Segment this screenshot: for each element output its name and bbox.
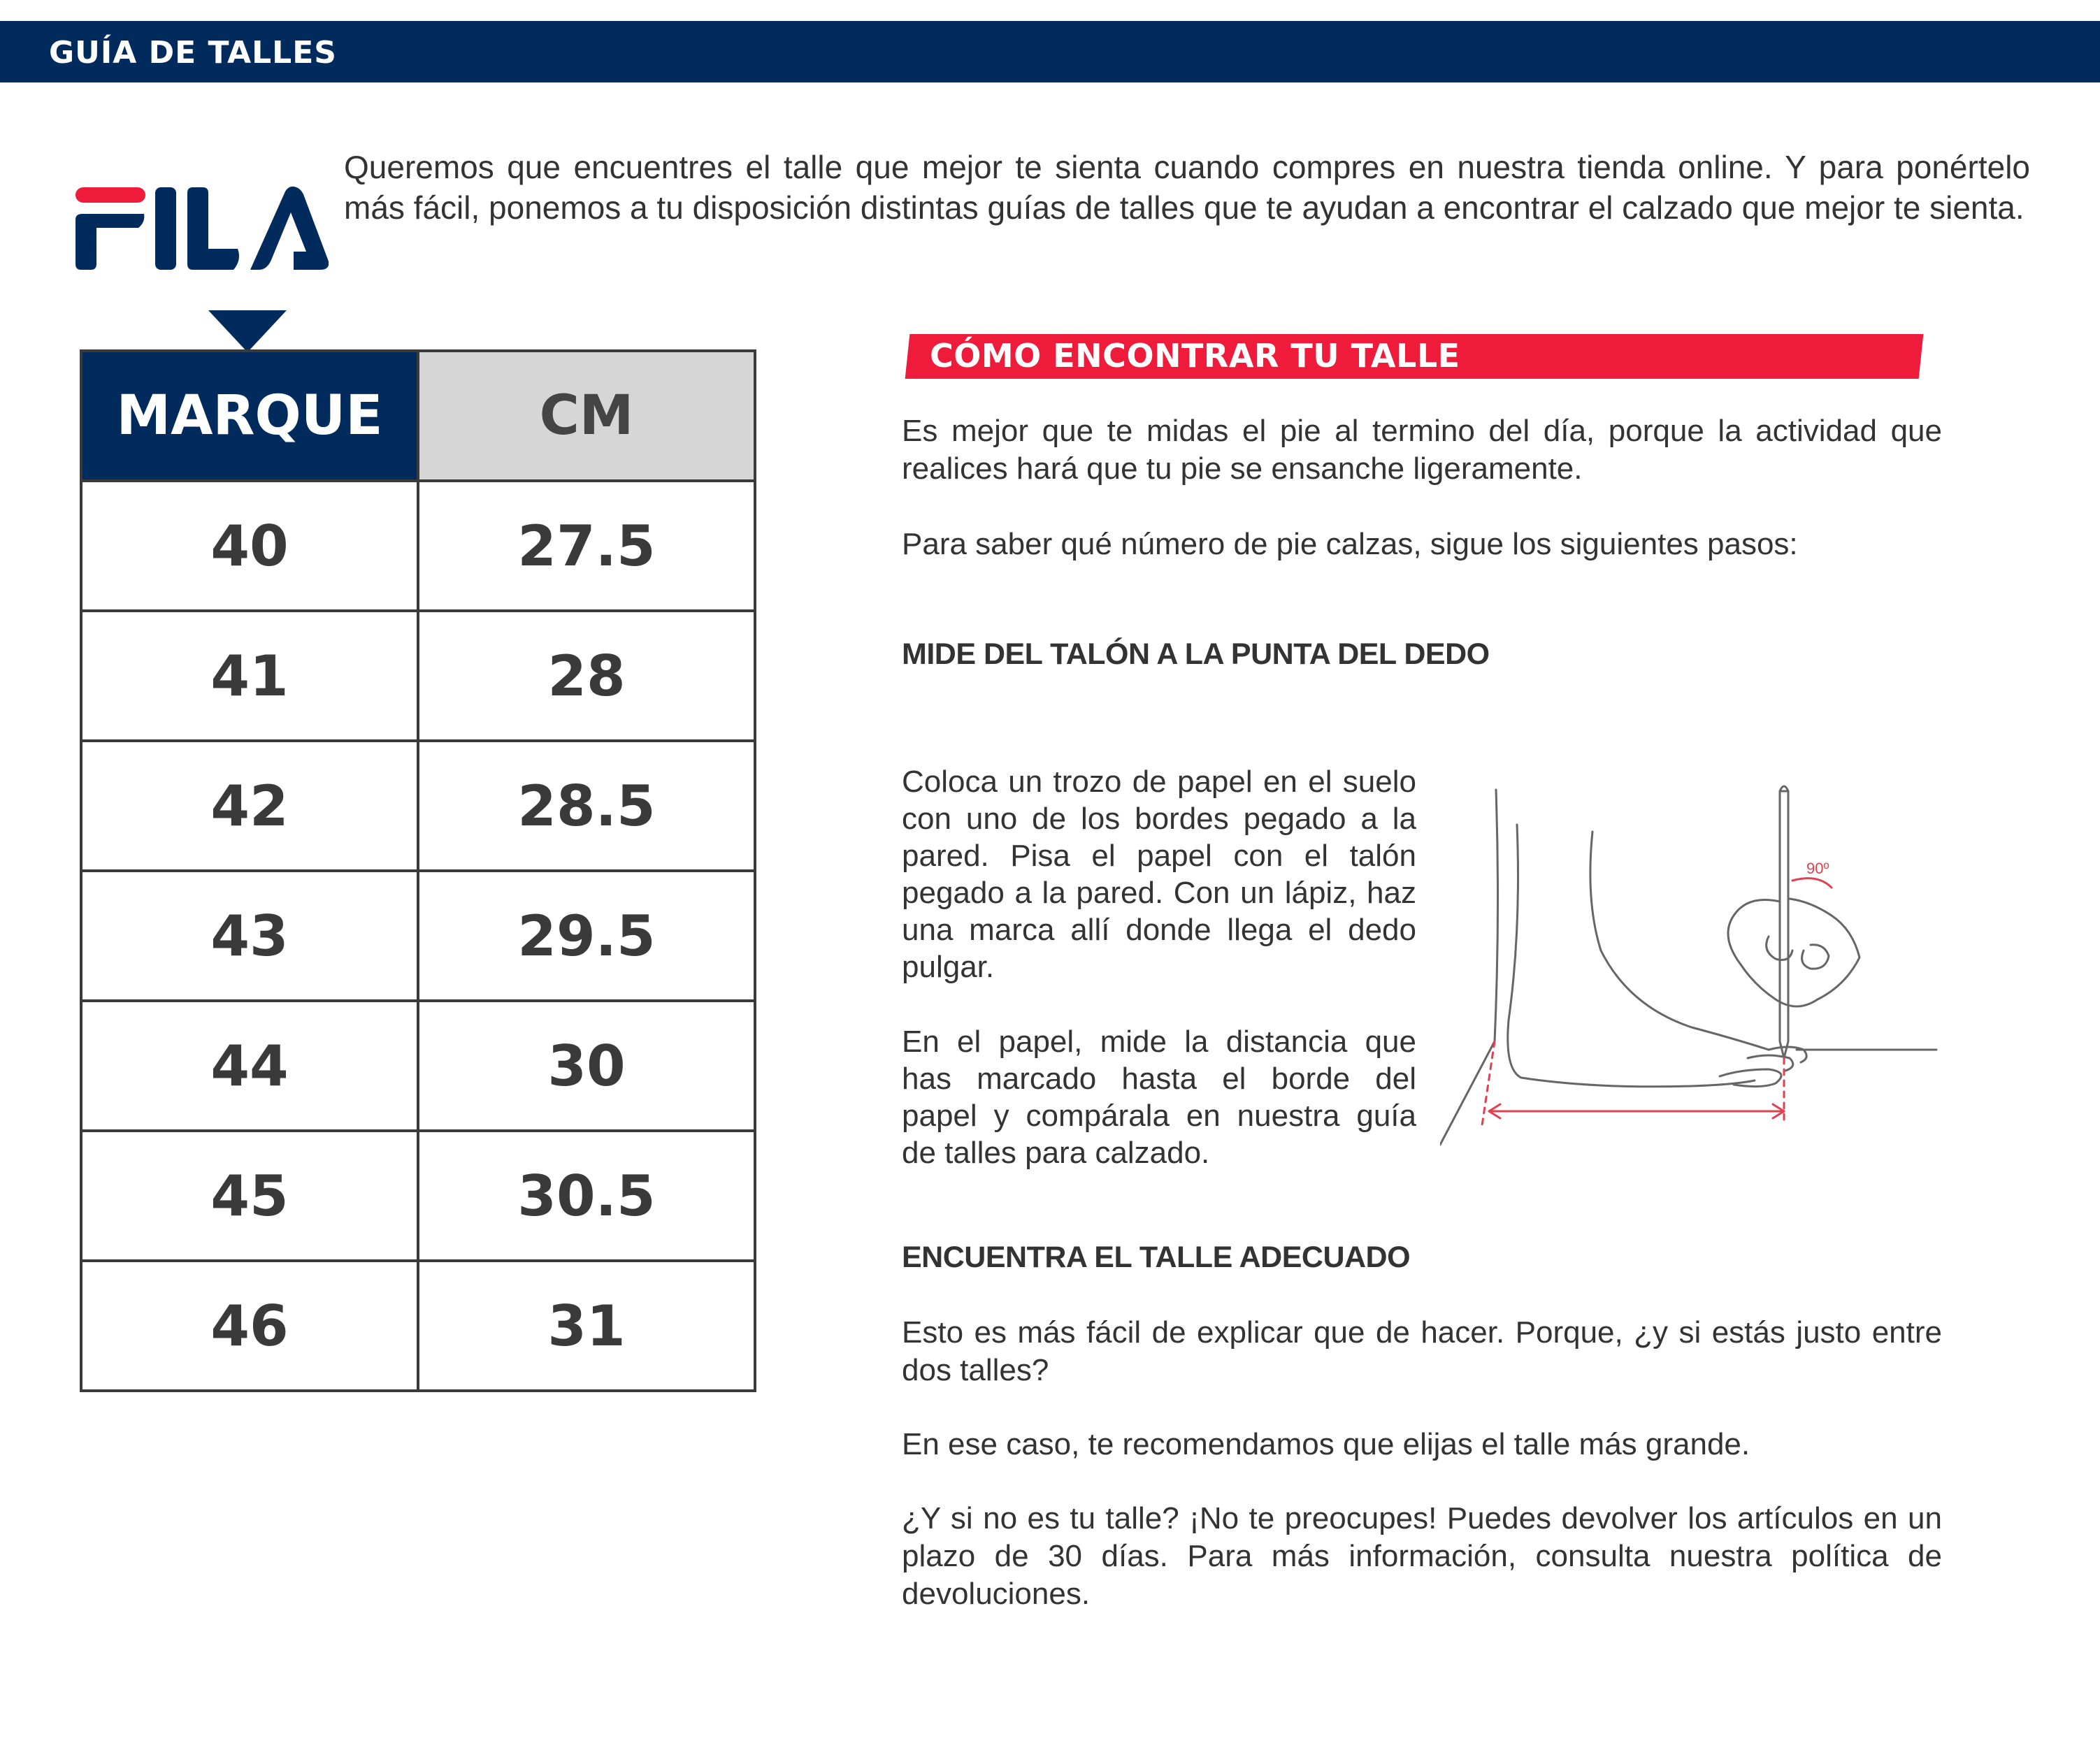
cm-cell: 28.5 bbox=[418, 741, 755, 871]
step-text-2: En el papel, mide la distancia que has marcado hasta el borde del papel y compárala en nuestra guía de talles para calzado. bbox=[902, 1025, 1416, 1170]
fila-logo bbox=[75, 183, 329, 270]
section-banner-title: CÓMO ENCONTRAR TU TALLE bbox=[930, 337, 1460, 375]
table-row bbox=[81, 611, 755, 741]
size-cell: 43 bbox=[81, 871, 418, 1001]
size-table bbox=[80, 349, 756, 1392]
guide-paragraph-2: Para saber qué número de pie calzas, sigue los siguientes pasos: bbox=[902, 527, 1798, 561]
cm-cell: 30.5 bbox=[418, 1131, 755, 1261]
table-row bbox=[81, 481, 755, 611]
step-heading-measure: MIDE DEL TALÓN A LA PUNTA DEL DEDO bbox=[902, 637, 1490, 671]
intro-paragraph: Queremos que encuentres el talle que mejor te sienta cuando compres en nuestra tienda online. Y para ponértelo más fácil, ponemos a tu disposición distintas guías de talles que te ayudan a encontrar el calzado que mejor te sienta. bbox=[344, 149, 2030, 226]
size-cell: 41 bbox=[81, 611, 418, 741]
guide-paragraph-5: ¿Y si no es tu talle? ¡No te preocupes! Puedes devolver los artículos en un plazo de 30 días. Para más información, consulta nuestra política de devoluciones. bbox=[902, 1501, 1942, 1611]
table-row bbox=[81, 1001, 755, 1131]
cm-cell: 30 bbox=[418, 1001, 755, 1131]
table-row bbox=[81, 1131, 755, 1261]
column-header-cm: CM bbox=[418, 351, 755, 481]
guide-paragraph-4: En ese caso, te recomendamos que elijas el talle más grande. bbox=[902, 1427, 1750, 1461]
size-cell: 44 bbox=[81, 1001, 418, 1131]
page-title: GUÍA DE TALLES bbox=[49, 35, 337, 71]
cm-cell: 31 bbox=[418, 1261, 755, 1391]
cm-cell: 29.5 bbox=[418, 871, 755, 1001]
foot-measure-illustration bbox=[1440, 776, 1943, 1153]
table-pointer-arrow bbox=[208, 310, 287, 352]
size-cell: 42 bbox=[81, 741, 418, 871]
cm-cell: 28 bbox=[418, 611, 755, 741]
header-bar bbox=[0, 21, 2100, 82]
guide-paragraph-3: Esto es más fácil de explicar que de hacer. Porque, ¿y si estás justo entre dos talles? bbox=[902, 1315, 1942, 1387]
table-row bbox=[81, 871, 755, 1001]
table-row bbox=[81, 741, 755, 871]
size-cell: 40 bbox=[81, 481, 418, 611]
angle-label: 90º bbox=[1806, 860, 1829, 877]
table-header-row bbox=[81, 351, 755, 481]
step-heading-find: ENCUENTRA EL TALLE ADECUADO bbox=[902, 1241, 1411, 1274]
cm-cell: 27.5 bbox=[418, 481, 755, 611]
size-cell: 45 bbox=[81, 1131, 418, 1261]
step-text-1: Coloca un trozo de papel en el suelo con uno de los bordes pegado a la pared. Pisa el papel con el talón pegado a la pared. Con un lápiz, haz una marca allí donde llega el dedo pulgar. bbox=[902, 765, 1416, 984]
column-header-marque: MARQUE bbox=[81, 351, 418, 481]
guide-paragraph-1: Es mejor que te midas el pie al termino del día, porque la actividad que realices hará que tu pie se ensanche ligeramente. bbox=[902, 414, 1942, 486]
size-cell: 46 bbox=[81, 1261, 418, 1391]
table-row bbox=[81, 1261, 755, 1391]
